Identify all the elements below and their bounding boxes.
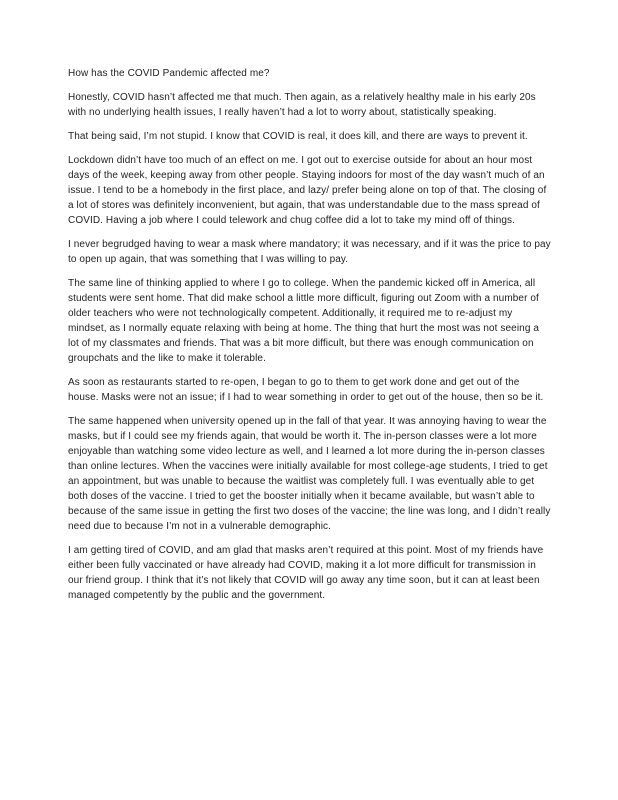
paragraph: I never begrudged having to wear a mask where mandatory; it was necessary, and if it was the price to pay to open up again, that was something that I was willing to pay. [68,239,551,265]
paragraph: I am getting tired of COVID, and am glad that masks aren’t required at this point. Most of my friends have either been fully vaccinated or have already had COVID, making it a lot more difficult for transmission in our friend group. I think that it’s not likely that COVID will go away any time soon, but it can at least been managed competently by the public and the government. [68,545,544,601]
paragraph: As soon as restaurants started to re-open, I began to go to them to get work done and get out of the house. Masks were not an issue; if I had to wear something in order to get out of the house, then so be it. [68,377,544,403]
paragraph: Honestly, COVID hasn’t affected me that much. Then again, as a relatively healthy male in his early 20s with no underlying health issues, I really haven’t had a lot to worry about, statistically speaking. [68,92,536,118]
document-page [68,66,552,612]
paragraph: Lockdown didn’t have too much of an effect on me. I got out to exercise outside for about an hour most days of the week, keeping away from other people. Staying indoors for most of the day wasn’t much of an issue. I tend to be a homebody in the first place, and lazy/ prefer being alone on top of that. The closing of a lot of stores was definitely inconvenient, but again, that was understandable due to the mass spread of COVID. Having a job where I could telework and chug coffee did a lot to take my mind off of things. [68,155,547,226]
document-title: How has the COVID Pandemic affected me? [68,68,270,79]
paragraph: The same line of thinking applied to where I go to college. When the pandemic kicked off in America, all students were sent home. That did make school a little more difficult, figuring out Zoom with a number of older teachers who were not technologically competent. Additionally, it required me to re-adjust my mindset, as I normally equate relaxing with being at home. The thing that hurt the most was not seeing a lot of my classmates and friends. That was a bit more difficult, but there was enough communication on groupchats and the like to make it tolerable. [68,278,540,364]
paragraph: That being said, I’m not stupid. I know that COVID is real, it does kill, and there are ways to prevent it. [68,131,528,142]
paragraph: The same happened when university opened up in the fall of that year. It was annoying having to wear the masks, but if I could see my friends again, that would be worth it. The in-person classes were a lot more enjoyable than watching some video lecture as well, and I learned a lot more during the in-person classes than online lectures. When the vaccines were initially available for most college-age students, I tried to get an appointment, but was unable to because the waitlist was completely full. I was eventually able to get both doses of the vaccine. I tried to get the booster initially when it became available, but wasn’t able to because of the same issue in getting the first two doses of the vaccine; the line was long, and I didn’t really need due to because I’m not in a vulnerable demographic. [68,416,551,532]
